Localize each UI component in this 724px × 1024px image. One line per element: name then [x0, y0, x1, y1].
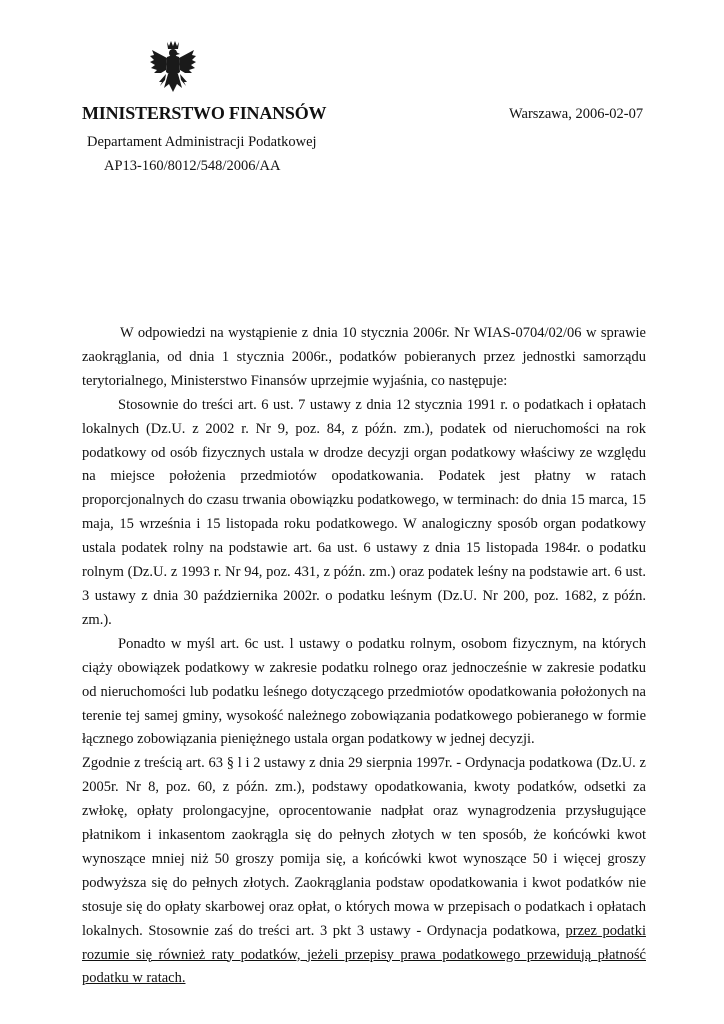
reference-number: AP13-160/8012/548/2006/AA	[104, 158, 281, 174]
department-name: Departament Administracji Podatkowej	[87, 134, 317, 150]
paragraph-joint-liability: Ponadto w myśl art. 6c ust. l ustawy o podatku rolnym, osobom fizycznym, na których ciąży obowiązek podatkowy w zakresie podatku rolnego oraz jednocześnie w zakresie podatku od nieruchomości lub podatku leśnego dotyczącego przedmiotów opodatkowania położonych na terenie tej samej gminy, wysokość należnego zobowiązania podatkowego pobieranego w formie łącznego zobowiązania pieniężnego ustala organ podatkowy w jednej decyzji.	[82, 635, 646, 748]
underlined-definition: przez podatki rozumie się również raty podatków, jeżeli przepisy prawa podatkowego przewidują płatność podatku w ratach.	[82, 922, 646, 987]
letter-body	[82, 322, 646, 991]
paragraph-intro: W odpowiedzi na wystąpienie z dnia 10 stycznia 2006r. Nr WIAS-0704/02/06 w sprawie zaokrąglania, od dnia 1 stycznia 2006r., podatków pobieranych przez jednostki samorządu terytorialnego, Ministerstwo Finansów uprzejmie wyjaśnia, co następuje:	[82, 325, 646, 389]
polish-eagle-icon	[148, 38, 198, 100]
paragraph-rounding-text: Zgodnie z treścią art. 63 § l i 2 ustawy z dnia 29 sierpnia 1997r. - Ordynacja podatkowa (Dz.U. z 2005r. Nr 8, poz. 60, z późn. zm.), podstawy opodatkowania, kwoty podatków, odsetki za zwłokę, opłaty prolongacyjne, oprocentowanie nadpłat oraz wynagrodzenia przysługujące płatnikom i inkasentom zaokrągla się do pełnych złotych w ten sposób, że końcówki kwot wynoszące mniej niż 50 groszy pomija się, a końcówki kwot wynoszące 50 i więcej groszy podwyższa się do pełnych złotych. Zaokrąglania podstaw opodatkowania i kwot podatków nie stosuje się do opłaty skarbowej oraz opłat, o których mowa w przepisach o podatkach i opłatach lokalnych. Stosownie zaś do treści art. 3 pkt 3 ustawy - Ordynacja podatkowa,	[82, 755, 646, 939]
letter-date: Warszawa, 2006-02-07	[509, 106, 644, 122]
ministry-name: MINISTERSTWO FINANSÓW	[82, 103, 327, 123]
paragraph-rounding	[82, 752, 646, 991]
paragraph-property-tax: Stosownie do treści art. 6 ust. 7 ustawy z dnia 12 stycznia 1991 r. o podatkach i opłatach lokalnych (Dz.U. z 2002 r. Nr 9, poz. 84, z późn. zm.), podatek od nieruchomości na rok podatkowy od osób fizycznych ustala w drodze decyzji organ podatkowy właściwy ze względu na miejsce położenia przedmiotów opodatkowania. Podatek jest płatny w ratach proporcjonalnych do czasu trwania obowiązku podatkowego, w terminach: do dnia 15 marca, 15 maja, 15 września i 15 listopada roku podatkowego. W analogiczny sposób organ podatkowy ustala podatek rolny na podstawie art. 6a ust. 6 ustawy z dnia 15 listopada 1984r. o podatku rolnym (Dz.U. z 1993 r. Nr 94, poz. 431, z późn. zm.) oraz podatek leśny na podstawie art. 6 ust. 3 ustawy z dnia 30 października 2002r. o podatku leśnym (Dz.U. Nr 200, poz. 1682, z późn. zm.).	[82, 396, 646, 628]
